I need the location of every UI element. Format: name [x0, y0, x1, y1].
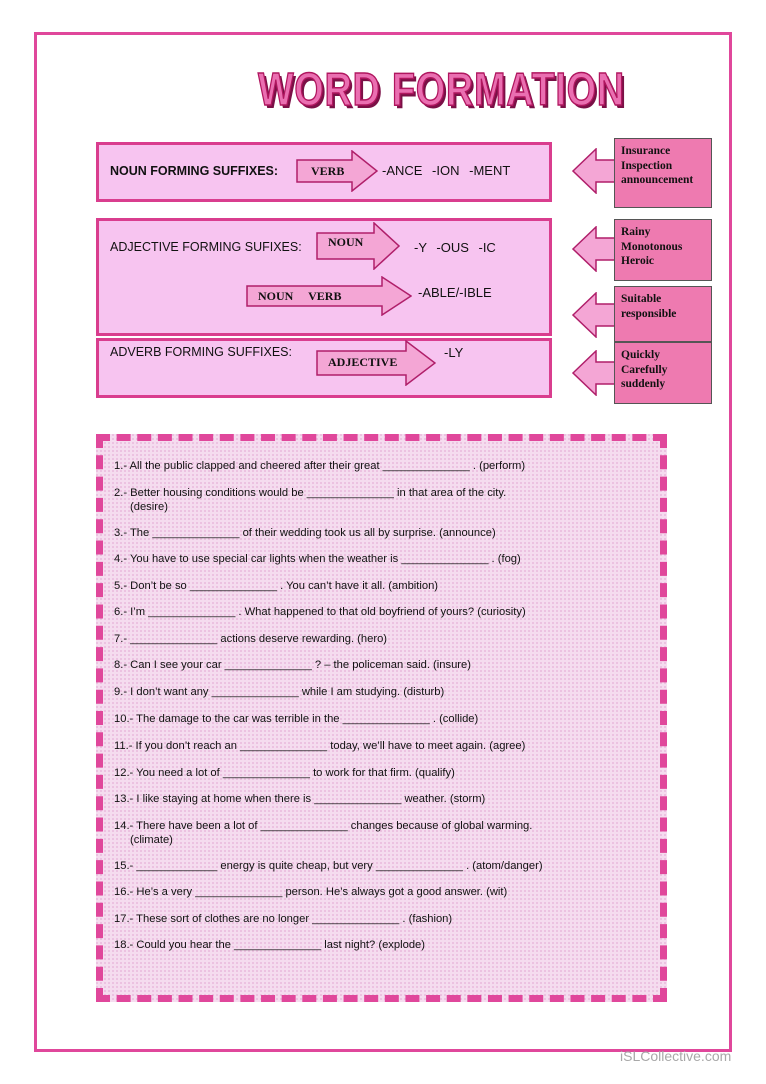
exercise-text: 4.- You have to use special car lights when the weather is ______________ . (fog) [114, 553, 521, 565]
exercise-item [114, 912, 634, 926]
exercise-item [114, 792, 634, 806]
exercise-text-cont: (desire) [130, 501, 168, 513]
noun-arrow-label: NOUN [328, 235, 364, 249]
example-word: Heroic [621, 255, 654, 267]
adverb-rule-label: ADVERB FORMING SUFFIXES: [110, 345, 292, 359]
exercise-text: 16.- He’s a very ______________ person. He’s always got a good answer. (wit) [114, 886, 508, 898]
exercise-item [114, 579, 634, 593]
noun-verb-arrow [246, 276, 412, 316]
example-word: Monotonous [621, 240, 683, 253]
exercise-text: 1.- All the public clapped and cheered after their great ______________ . (perform) [114, 460, 526, 472]
noun-suffixes: -ANCE -ION -MENT [382, 163, 511, 178]
example-word: Insurance [621, 145, 671, 157]
exercise-item [114, 938, 634, 952]
adverb-suffixes: -LY [444, 345, 464, 360]
adjective-rule-label: ADJECTIVE FORMING SUFIXES: [110, 240, 302, 254]
noun-example-arrow-icon [572, 148, 620, 199]
exercise-item [114, 658, 634, 672]
adjective-noun-example-arrow-icon [572, 226, 620, 277]
example-word: announcement [621, 174, 694, 186]
adjective-verb-example-arrow-icon [572, 292, 620, 343]
example-word: Rainy [621, 226, 651, 238]
adverb-examples [614, 342, 712, 404]
exercise-text-cont: (climate) [130, 834, 173, 846]
adjective-suffixes-verb: -ABLE/-IBLE [418, 285, 492, 300]
exercise-text: 18.- Could you hear the ______________ last night? (explode) [114, 939, 425, 951]
verb-arrow-label: VERB [311, 164, 345, 178]
exercise-text: 12.- You need a lot of ______________ to work for that firm. (qualify) [114, 767, 455, 779]
verb-arrow [296, 150, 378, 192]
exercise-item [114, 486, 634, 514]
exercise-text: 9.- I don’t want any ______________ while I am studying. (disturb) [114, 686, 445, 698]
example-word: responsible [621, 307, 677, 320]
exercise-item [114, 859, 634, 873]
exercise-item [114, 552, 634, 566]
exercise-item [114, 685, 634, 699]
exercise-item [114, 632, 634, 646]
exercise-text: 14.- There have been a lot of ______________ changes because of global warming. [114, 820, 533, 832]
exercise-text: 2.- Better housing conditions would be ______________ in that area of the city. [114, 487, 507, 499]
adjective-arrow-label: ADJECTIVE [328, 355, 398, 369]
exercise-item [114, 739, 634, 753]
exercise-text: 3.- The ______________ of their wedding took us all by surprise. (announce) [114, 527, 496, 539]
exercise-item [114, 526, 634, 540]
noun-examples [614, 138, 712, 208]
adverb-example-arrow-icon [572, 350, 620, 401]
exercise-text: 17.- These sort of clothes are no longer ______________ . (fashion) [114, 913, 453, 925]
adjective-arrow [316, 340, 436, 386]
example-word: Carefully [621, 363, 668, 376]
exercise-item [114, 712, 634, 726]
adjective-noun-examples [614, 219, 712, 281]
exercise-text: 11.- If you don’t reach an ______________ today, we’ll have to meet again. (agree) [114, 740, 526, 752]
noun-rule-label: NOUN FORMING SUFFIXES: [110, 164, 279, 178]
exercise-item [114, 819, 634, 847]
exercise-item [114, 459, 634, 473]
adjective-verb-examples [614, 286, 712, 342]
watermark: iSLCollective.com [620, 1048, 732, 1064]
example-word: Quickly [621, 349, 660, 361]
exercise-item [114, 885, 634, 899]
example-word: Inspection [621, 159, 673, 172]
exercise-text: 5.- Don’t be so ______________ . You can’t have it all. (ambition) [114, 580, 439, 592]
adjective-suffixes-noun: -Y -OUS -IC [414, 240, 496, 255]
noun-arrow [316, 222, 400, 270]
example-word: suddenly [621, 378, 666, 390]
example-word: Suitable [621, 293, 662, 305]
exercise-item [114, 766, 634, 780]
noun-verb-arrow-label: NOUN VERB [258, 289, 342, 303]
exercise-text: 7.- ______________ actions deserve rewarding. (hero) [114, 633, 388, 645]
exercise-item [114, 605, 634, 619]
exercise-text: 10.- The damage to the car was terrible in the ______________ . (collide) [114, 713, 479, 725]
exercise-text: 15.- _____________ energy is quite cheap, but very ______________ . (atom/danger) [114, 860, 543, 872]
exercise-text: 8.- Can I see your car ______________ ? – the policeman said. (insure) [114, 659, 471, 671]
exercise-text: 13.- I like staying at home when there is ______________ weather. (storm) [114, 793, 486, 805]
exercise-text: 6.- I’m ______________ . What happened to that old boyfriend of yours? (curiosity) [114, 606, 526, 618]
page-title: WORD FORMATION [258, 63, 625, 115]
